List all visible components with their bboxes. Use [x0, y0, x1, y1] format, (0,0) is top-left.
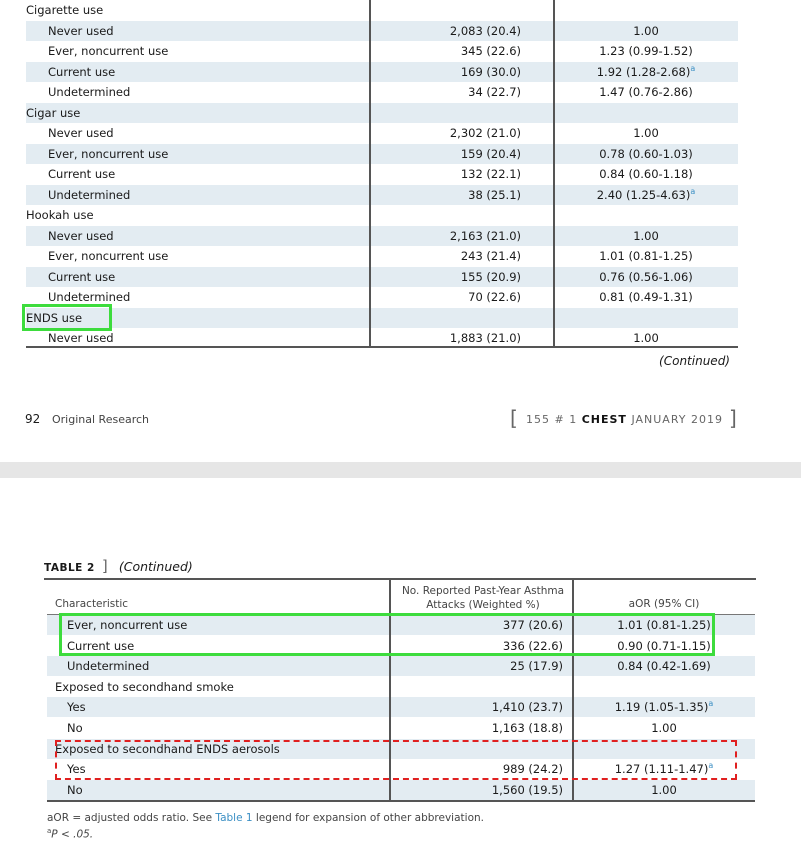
odds-ratio-cell — [556, 62, 736, 82]
title-bracket: ] — [101, 557, 108, 575]
table-row — [26, 82, 738, 102]
table-row — [26, 62, 738, 82]
row-label: Undetermined — [48, 290, 131, 304]
table-2-top-rule — [44, 578, 756, 580]
section-label: Cigarette use — [26, 3, 104, 17]
odds-ratio-cell — [556, 287, 736, 307]
page-footer — [0, 408, 801, 432]
section-label: Original Research — [52, 413, 149, 426]
odds-ratio-cell — [556, 226, 736, 246]
table-row — [26, 287, 738, 307]
footnote-marker: a — [47, 827, 52, 835]
header-n-line2: Attacks (Weighted %) — [426, 599, 540, 611]
section-row — [26, 103, 738, 123]
odds-ratio-value: 0.84 (0.42-1.69) — [617, 659, 711, 674]
row-label: Undetermined — [48, 85, 131, 99]
table-title: TABLE 2 — [44, 562, 95, 574]
odds-ratio-cell — [556, 328, 736, 348]
count-cell: 34 (22.7) — [468, 85, 521, 99]
table-row — [26, 226, 738, 246]
row-label: Current use — [48, 64, 116, 79]
row-label: Never used — [48, 228, 114, 243]
row-label: Undetermined — [48, 187, 131, 202]
table-row — [26, 185, 738, 205]
odds-ratio-value: 1.00 — [633, 126, 659, 140]
row-label: No — [67, 721, 83, 735]
column-divider — [369, 0, 371, 347]
odds-ratio-value: 0.81 (0.49-1.31) — [599, 290, 693, 304]
count-cell: 2,083 (20.4) — [449, 23, 521, 38]
count-cell: 70 (22.6) — [468, 290, 521, 304]
table-row — [26, 246, 738, 266]
odds-ratio-value: 1.01 (0.81-1.25) — [599, 249, 693, 263]
odds-ratio-value: 1.00 — [651, 721, 677, 735]
table-row — [26, 144, 738, 164]
significance-marker: a — [690, 186, 696, 196]
count-cell: 1,883 (21.0) — [449, 331, 521, 345]
footer-bracket-open: [ — [510, 406, 518, 430]
section-row — [26, 205, 738, 225]
odds-ratio-cell — [556, 164, 736, 184]
row-label: Current use — [48, 167, 116, 181]
significance-marker: a — [690, 63, 696, 73]
count-cell: 169 (30.0) — [460, 64, 521, 79]
odds-ratio-value: 1.00 — [651, 782, 677, 797]
odds-ratio-value: 1.00 — [633, 23, 659, 38]
section-label: Exposed to secondhand smoke — [55, 679, 234, 694]
row-label: Yes — [67, 700, 86, 715]
odds-ratio-cell — [556, 267, 736, 287]
significance-marker: a — [708, 761, 714, 771]
odds-ratio-cell — [556, 144, 736, 164]
count-cell: 243 (21.4) — [460, 249, 521, 263]
odds-ratio-cell — [556, 41, 736, 61]
odds-ratio-value: 1.47 (0.76-2.86) — [599, 85, 693, 99]
table-row — [26, 41, 738, 61]
count-cell: 989 (24.2) — [502, 762, 563, 777]
count-cell: 25 (17.9) — [510, 659, 563, 674]
page-number: 92 — [25, 412, 41, 426]
odds-ratio-value: 0.84 (0.60-1.18) — [599, 167, 693, 181]
section-row — [26, 0, 738, 20]
row-label: Ever, noncurrent use — [48, 44, 169, 58]
odds-ratio-value: 1.23 (0.99-1.52) — [599, 44, 693, 58]
section-label: Hookah use — [26, 208, 94, 222]
footnote-text-pre: aOR = adjusted odds ratio. See — [47, 812, 213, 824]
column-divider — [553, 0, 555, 347]
issue-number: 155 # 1 — [526, 413, 578, 426]
row-label: Ever, noncurrent use — [48, 146, 169, 161]
table-1-link[interactable]: Table 1 — [215, 812, 253, 824]
header-characteristic: Characteristic — [55, 598, 129, 610]
odds-ratio-cell — [556, 246, 736, 266]
odds-ratio-cell — [556, 123, 736, 143]
header-aor: aOR (95% CI) — [628, 598, 700, 610]
count-cell: 1,163 (18.8) — [491, 721, 563, 735]
significance-marker: a — [708, 699, 714, 709]
count-cell: 2,302 (21.0) — [449, 126, 521, 140]
table-row — [26, 123, 738, 143]
count-cell: 1,560 (19.5) — [491, 782, 563, 797]
count-cell: 155 (20.9) — [460, 269, 521, 284]
odds-ratio-value: 1.19 (1.05-1.35) — [614, 700, 709, 715]
odds-ratio-cell — [556, 82, 736, 102]
row-label: Yes — [67, 762, 86, 777]
row-label: Never used — [48, 23, 114, 38]
odds-ratio-cell — [556, 21, 736, 41]
section-row — [26, 308, 738, 328]
odds-ratio-value: 0.90 (0.71-1.15) — [617, 638, 711, 653]
count-cell: 377 (20.6) — [502, 618, 563, 632]
row-label: Ever, noncurrent use — [67, 618, 188, 632]
section-label: ENDS use — [26, 310, 83, 325]
table-continued: (Continued) — [118, 559, 193, 574]
issue-date: JANUARY 2019 — [631, 413, 723, 426]
odds-ratio-value: 1.01 (0.81-1.25) — [617, 618, 711, 632]
count-cell: 159 (20.4) — [460, 146, 521, 161]
count-cell: 336 (22.6) — [502, 638, 563, 653]
section-label: Cigar use — [26, 105, 81, 120]
odds-ratio-value: 1.00 — [633, 331, 659, 345]
count-cell: 1,410 (23.7) — [491, 700, 563, 715]
footer-bracket-close: ] — [729, 406, 737, 430]
row-label: No — [67, 782, 83, 797]
header-n-line1: No. Reported Past-Year Asthma — [401, 585, 565, 597]
row-label: Current use — [48, 269, 116, 284]
table-row — [26, 21, 738, 41]
count-cell: 345 (22.6) — [460, 44, 521, 58]
page-gap — [0, 462, 801, 478]
odds-ratio-cell — [556, 185, 736, 205]
row-label: Never used — [48, 126, 114, 140]
table-row — [26, 164, 738, 184]
count-cell: 38 (25.1) — [468, 187, 521, 202]
odds-ratio-value: 1.92 (1.28-2.68) — [596, 64, 691, 79]
row-label: Never used — [48, 331, 114, 345]
journal-name: CHEST — [581, 413, 627, 426]
row-label: Undetermined — [67, 659, 150, 674]
journal-issue — [526, 413, 723, 426]
table-row — [26, 328, 738, 348]
count-cell: 132 (22.1) — [460, 167, 521, 181]
continued-note: (Continued) — [659, 354, 730, 368]
highlight-ends-use — [22, 304, 112, 331]
table-1-continued — [0, 0, 801, 347]
row-label: Current use — [67, 638, 135, 653]
table-row — [26, 267, 738, 287]
odds-ratio-value: 0.78 (0.60-1.03) — [599, 146, 693, 161]
count-cell: 2,163 (21.0) — [449, 228, 521, 243]
table-bottom-rule — [26, 346, 738, 348]
page-2 — [0, 478, 801, 849]
footnote-text-post: legend for expansion of other abbreviation. — [255, 812, 484, 824]
odds-ratio-value: 1.27 (1.11-1.47) — [614, 762, 709, 777]
odds-ratio-value: 0.76 (0.56-1.06) — [599, 269, 693, 284]
row-label: Ever, noncurrent use — [48, 249, 169, 263]
section-label: Exposed to secondhand ENDS aerosols — [55, 741, 280, 756]
footnote-pvalue: P < .05. — [51, 828, 94, 841]
table-2-caption — [44, 556, 193, 575]
odds-ratio-value: 1.00 — [633, 228, 659, 243]
odds-ratio-value: 2.40 (1.25-4.63) — [596, 187, 691, 202]
